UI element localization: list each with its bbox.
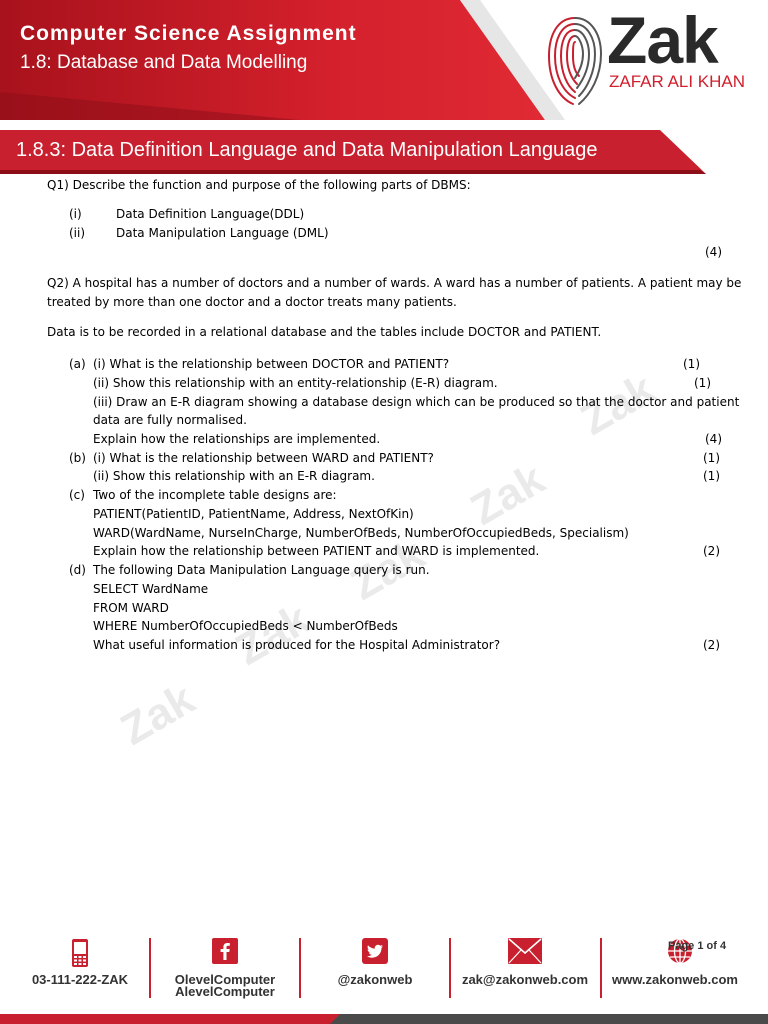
logo-name: ZAFAR ALI KHAN [609, 72, 746, 91]
page-footer [0, 930, 768, 1024]
part-d-line: The following Data Manipulation Language query is run. [93, 563, 430, 577]
watermark: Zak [227, 594, 318, 675]
watermark: Zak [572, 364, 663, 445]
logo-wordmark: Zak [607, 3, 718, 77]
q1-item-number: (ii) [69, 226, 86, 240]
footer-divider [449, 938, 451, 998]
watermark: Zak [112, 674, 203, 755]
phone-icon [71, 938, 89, 968]
footer-divider [299, 938, 301, 998]
footer-divider [149, 938, 151, 998]
part-a-label: (a) [69, 357, 86, 371]
footer-phone [20, 930, 140, 1010]
page-number-mid: of [703, 940, 720, 952]
facebook-page-alevel[interactable]: AlevelComputer [175, 984, 275, 999]
twitter-handle[interactable]: @zakonweb [337, 972, 413, 987]
footer-divider [600, 938, 602, 998]
watermark: Zak [462, 454, 553, 535]
part-c-label: (c) [69, 488, 85, 502]
part-c-explain: Explain how the relationship between PATIENT and WARD is implemented. [93, 544, 540, 558]
part-c-marks: (2) [703, 544, 720, 558]
section-title: 1.8.3: Data Definition Language and Data Manipulation Language [16, 139, 598, 161]
page-current: 1 [697, 940, 704, 952]
twitter-icon[interactable] [362, 938, 388, 964]
q1-prompt: Q1) Describe the function and purpose of the following parts of DBMS: [47, 178, 471, 192]
footer-twitter[interactable] [310, 930, 440, 1010]
facebook-pages[interactable] [160, 974, 290, 998]
part-a-i: (i) What is the relationship between DOCTOR and PATIENT? [93, 357, 450, 371]
part-d-label: (d) [69, 563, 86, 577]
zak-logo [545, 3, 760, 110]
part-b-ii: (ii) Show this relationship with an E-R diagram. [93, 469, 375, 483]
document-subtitle: 1.8: Database and Data Modelling [20, 52, 308, 73]
patient-table-design: PATIENT(PatientID, PatientName, Address, NextOfKin) [93, 507, 414, 521]
footer-email[interactable] [455, 930, 595, 1010]
watermark: Zak [342, 529, 433, 610]
page-number [668, 940, 726, 952]
section-heading-bar [0, 130, 768, 174]
envelope-icon[interactable] [508, 938, 542, 964]
footer-stripe [0, 1014, 768, 1024]
q2-intro-line: Q2) A hospital has a number of doctors and a number of wards. A ward has a number of patients. A patient may be [47, 276, 742, 290]
sql-from-line: FROM WARD [93, 601, 169, 615]
part-a-iii: (iii) Draw an E-R diagram showing a database design which can be produced so that the doctor and patient [93, 395, 740, 409]
phone-number: 03-111-222-ZAK [31, 972, 129, 987]
q2-intro-line: treated by more than one doctor and a doctor treats many patients. [47, 295, 457, 309]
q1-item-text: Data Manipulation Language (DML) [116, 226, 329, 240]
part-d-question: What useful information is produced for the Hospital Administrator? [93, 638, 501, 652]
part-a-i-marks: (1) [683, 357, 700, 371]
part-b-label: (b) [69, 451, 86, 465]
part-b-i-marks: (1) [703, 451, 720, 465]
ward-table-design: WARD(WardName, NurseInCharge, NumberOfBeds, NumberOfOccupiedBeds, Specialism) [93, 526, 629, 540]
page-number-prefix: Page [668, 940, 698, 952]
part-a-ii: (ii) Show this relationship with an entity-relationship (E-R) diagram. [93, 376, 498, 390]
page-total: 4 [719, 940, 727, 952]
part-b-ii-marks: (1) [703, 469, 720, 483]
q1-item-number: (i) [69, 207, 82, 221]
part-a-iii-cont: data are fully normalised. [93, 413, 247, 427]
fingerprint-icon [545, 10, 605, 110]
part-a-ii-marks: (1) [694, 376, 711, 390]
part-d-marks: (2) [703, 638, 720, 652]
facebook-page-olevel[interactable]: OlevelComputer [174, 972, 276, 987]
part-a-explain: Explain how the relationships are implemented. [93, 432, 381, 446]
part-b-i: (i) What is the relationship between WARD and PATIENT? [93, 451, 434, 465]
part-a-explain-marks: (4) [705, 432, 722, 446]
sql-where-line: WHERE NumberOfOccupiedBeds < NumberOfBeds [93, 619, 398, 633]
q1-marks: (4) [705, 245, 722, 259]
page-header [0, 0, 768, 120]
footer-facebook[interactable] [160, 930, 290, 1010]
facebook-icon[interactable] [212, 938, 238, 964]
q2-data-line: Data is to be recorded in a relational database and the tables include DOCTOR and PATIENT. [47, 325, 602, 339]
sql-select-line: SELECT WardName [93, 582, 209, 596]
email-address[interactable]: zak@zakonweb.com [461, 972, 589, 987]
q1-item-text: Data Definition Language(DDL) [116, 207, 305, 221]
part-c-line: Two of the incomplete table designs are: [93, 488, 337, 502]
document-title: Computer Science Assignment [20, 22, 357, 45]
website-url[interactable]: www.zakonweb.com [612, 972, 738, 987]
